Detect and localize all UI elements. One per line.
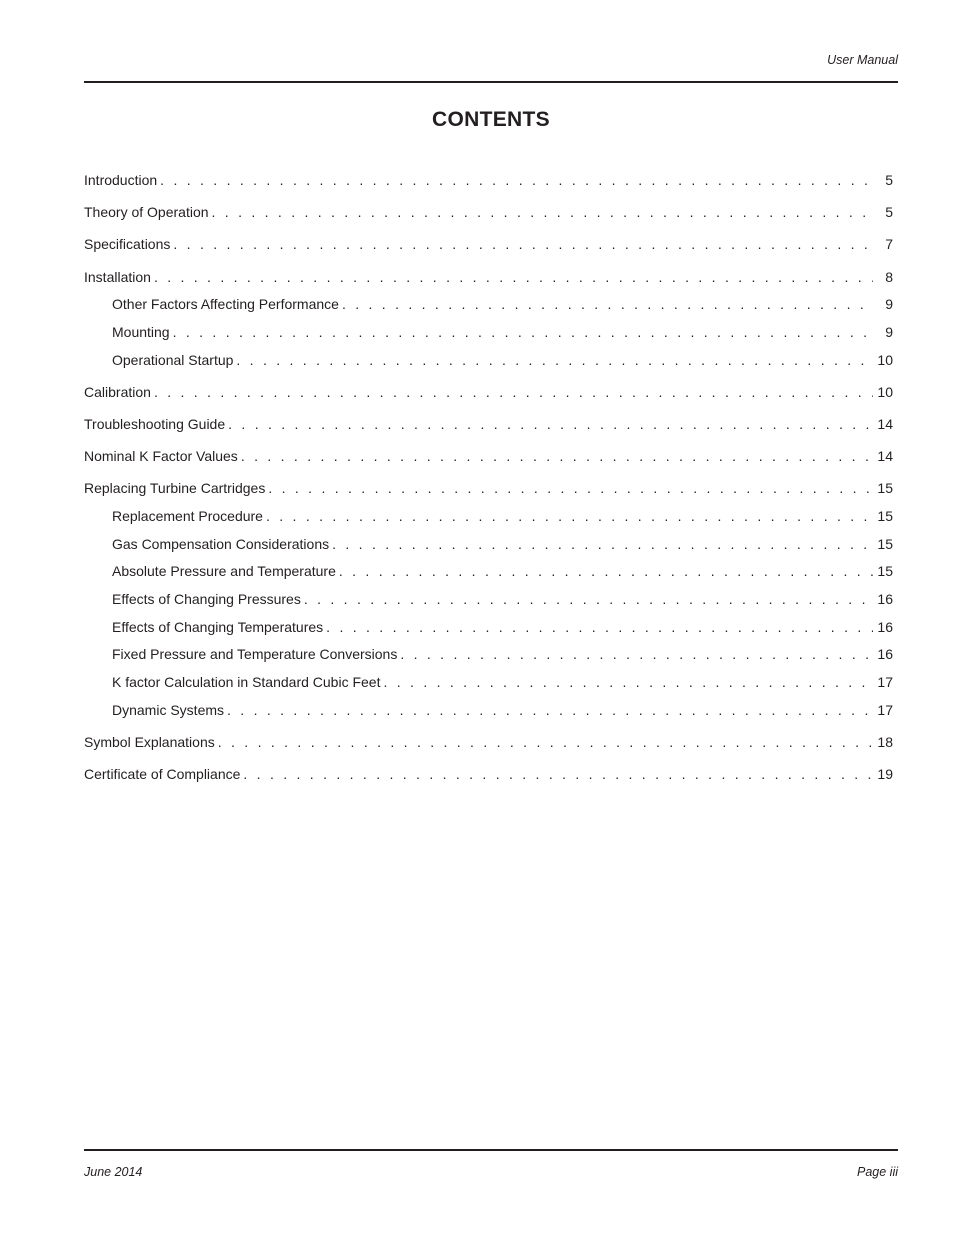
dot-leader: [173, 234, 873, 254]
toc-entry-nominal-k-factor-values[interactable]: [84, 446, 893, 466]
toc-entry-label: Nominal K Factor Values: [84, 448, 238, 464]
dot-leader: [236, 350, 873, 370]
toc-entry-other-factors[interactable]: [112, 294, 893, 314]
toc-page-number: 9: [885, 296, 893, 312]
toc-page-number: 16: [877, 591, 893, 607]
toc-entry-label: Effects of Changing Temperatures: [112, 619, 324, 635]
dot-leader: [160, 170, 873, 190]
dot-leader: [332, 534, 873, 554]
toc-page-number: 14: [877, 448, 893, 464]
toc-entry-label: Operational Startup: [112, 352, 234, 368]
toc-entry-label: Introduction: [84, 172, 158, 188]
dot-leader: [154, 382, 873, 402]
toc-entry-changing-temperatures[interactable]: [112, 617, 893, 637]
toc-entry-calibration[interactable]: [84, 382, 893, 402]
toc-page-number: 15: [877, 508, 893, 524]
toc-entry-label: Fixed Pressure and Temperature Conversions: [112, 646, 398, 662]
toc-entry-label: Theory of Operation: [84, 204, 209, 220]
toc-page-number: 16: [877, 619, 893, 635]
toc-entry-label: Replacing Turbine Cartridges: [84, 480, 266, 496]
toc-page-number: 15: [877, 563, 893, 579]
toc-entry-label: Specifications: [84, 236, 171, 252]
toc-entry-k-factor-calculation[interactable]: [112, 672, 893, 692]
dot-leader: [241, 446, 873, 466]
toc-page-number: 18: [877, 734, 893, 750]
dot-leader: [218, 732, 873, 752]
toc-entry-specifications[interactable]: [84, 234, 893, 254]
toc-entry-label: Absolute Pressure and Temperature: [112, 563, 336, 579]
dot-leader: [154, 267, 873, 287]
toc-entry-theory-of-operation[interactable]: [84, 202, 893, 222]
toc-entry-label: Replacement Procedure: [112, 508, 263, 524]
dot-leader: [400, 644, 873, 664]
toc-entry-label: Mounting: [112, 324, 170, 340]
toc-page-number: 14: [877, 416, 893, 432]
dot-leader: [227, 700, 873, 720]
toc-page-number: 5: [885, 172, 893, 188]
dot-leader: [173, 322, 873, 342]
toc-page-number: 17: [877, 702, 893, 718]
dot-leader: [339, 561, 873, 581]
dot-leader: [266, 506, 873, 526]
dot-leader: [212, 202, 873, 222]
toc-entry-introduction[interactable]: [84, 170, 893, 190]
dot-leader: [228, 414, 873, 434]
toc-page-number: 15: [877, 536, 893, 552]
toc-page-number: 10: [877, 384, 893, 400]
toc-entry-label: Dynamic Systems: [112, 702, 225, 718]
toc-page-number: 5: [885, 204, 893, 220]
footer-divider: [84, 1149, 898, 1151]
page-title: CONTENTS: [432, 108, 550, 131]
toc-page-number: 9: [885, 324, 893, 340]
header-divider: [84, 81, 898, 83]
dot-leader: [326, 617, 873, 637]
footer-date: June 2014: [84, 1165, 143, 1179]
dot-leader: [268, 478, 873, 498]
toc-entry-absolute-pressure[interactable]: [112, 561, 893, 581]
toc-page-number: 16: [877, 646, 893, 662]
toc-page-number: 19: [877, 766, 893, 782]
toc-page-number: 7: [885, 236, 893, 252]
footer-page-number: Page iii: [857, 1165, 898, 1179]
running-header: User Manual: [827, 53, 898, 67]
toc-entry-label: Troubleshooting Guide: [84, 416, 226, 432]
toc-page-number: 15: [877, 480, 893, 496]
toc-entry-installation[interactable]: [84, 267, 893, 287]
toc-entry-mounting[interactable]: [112, 322, 893, 342]
toc-entry-troubleshooting-guide[interactable]: [84, 414, 893, 434]
toc-entry-label: Effects of Changing Pressures: [112, 591, 301, 607]
toc-entry-operational-startup[interactable]: [112, 350, 893, 370]
toc-entry-label: Symbol Explanations: [84, 734, 215, 750]
dot-leader: [304, 589, 873, 609]
toc-entry-label: K factor Calculation in Standard Cubic Feet: [112, 674, 381, 690]
toc-page-number: 8: [885, 269, 893, 285]
dot-leader: [243, 764, 873, 784]
toc-entry-label: Gas Compensation Considerations: [112, 536, 330, 552]
toc-entry-label: Other Factors Affecting Performance: [112, 296, 339, 312]
toc-page-number: 10: [877, 352, 893, 368]
toc-entry-changing-pressures[interactable]: [112, 589, 893, 609]
toc-entry-fixed-pressure-conversions[interactable]: [112, 644, 893, 664]
toc-entry-label: Calibration: [84, 384, 151, 400]
toc-page-number: 17: [877, 674, 893, 690]
dot-leader: [342, 294, 873, 314]
toc-entry-label: Installation: [84, 269, 151, 285]
toc-entry-certificate-of-compliance[interactable]: [84, 764, 893, 784]
toc-entry-dynamic-systems[interactable]: [112, 700, 893, 720]
toc-entry-gas-compensation[interactable]: [112, 534, 893, 554]
dot-leader: [383, 672, 873, 692]
toc-entry-replacement-procedure[interactable]: [112, 506, 893, 526]
toc-entry-replacing-turbine-cartridges[interactable]: [84, 478, 893, 498]
toc-entry-label: Certificate of Compliance: [84, 766, 241, 782]
toc-entry-symbol-explanations[interactable]: [84, 732, 893, 752]
